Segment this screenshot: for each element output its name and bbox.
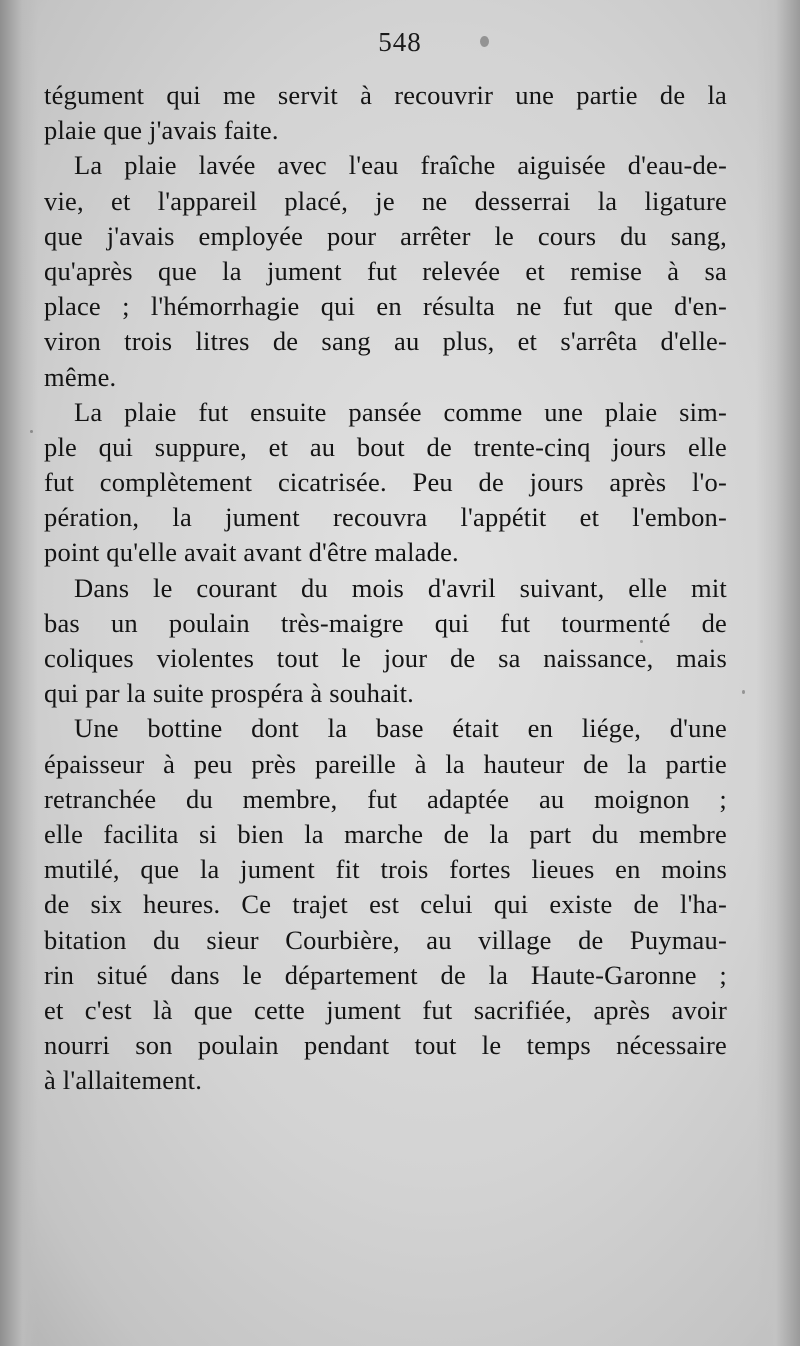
page-shadow-left: [0, 0, 38, 1346]
text-line: La plaie lavée avec l'eau fraîche aiguisée d'eau-de-: [74, 150, 727, 181]
text-line: rin situé dans le département de la Haute-Garonne ;: [44, 959, 727, 990]
text-line: point qu'elle avait avant d'être malade.: [44, 537, 459, 568]
text-line: bitation du sieur Courbière, au village de Puymau-: [44, 924, 727, 955]
text-line: mutilé, que la jument fit trois fortes lieues en moins: [44, 854, 727, 885]
page-body: [44, 78, 727, 1098]
text-line: ple qui suppure, et au bout de trente-cinq jours elle: [44, 431, 727, 462]
text-line: Une bottine dont la base était en liége, d'une: [74, 713, 727, 744]
text-line: de six heures. Ce trajet est celui qui existe de l'ha-: [44, 889, 727, 920]
ink-speck: [742, 690, 745, 694]
text-line: elle facilita si bien la marche de la part du membre: [44, 818, 727, 849]
text-line: et c'est là que cette jument fut sacrifiée, après avoir: [44, 994, 727, 1025]
text-line: place ; l'hémorrhagie qui en résulta ne fut que d'en-: [44, 291, 727, 322]
ink-speck: [30, 430, 33, 433]
text-line: vie, et l'appareil placé, je ne desserrai la ligature: [44, 185, 727, 216]
page-shadow-right: [756, 0, 800, 1346]
text-line: fut complètement cicatrisée. Peu de jours après l'o-: [44, 467, 727, 498]
text-line: que j'avais employée pour arrêter le cours du sang,: [44, 220, 727, 251]
text-line: retranchée du membre, fut adaptée au moignon ;: [44, 783, 727, 814]
text-line: coliques violentes tout le jour de sa naissance, mais: [44, 643, 727, 673]
text-line: nourri son poulain pendant tout le temps nécessaire: [44, 1030, 727, 1061]
page-number: 548: [378, 27, 422, 57]
text-line: épaisseur à peu près pareille à la hauteur de la partie: [44, 748, 727, 779]
text-line: viron trois litres de sang au plus, et s'arrêta d'elle-: [44, 326, 727, 357]
text-line: Dans le courant du mois d'avril suivant, elle mit: [74, 572, 727, 603]
text-line: même.: [44, 361, 117, 392]
text-line: qui par la suite prospéra à souhait.: [44, 678, 414, 709]
text-line: à l'allaitement.: [44, 1065, 203, 1096]
text-line: pération, la jument recouvra l'appétit et l'embon-: [44, 502, 727, 533]
text-line: plaie que j'avais faite.: [44, 115, 279, 146]
text-line: La plaie fut ensuite pansée comme une plaie sim-: [74, 396, 727, 427]
text-line: bas un poulain très-maigre qui fut tourmenté de: [44, 607, 727, 638]
text-line: tégument qui me servit à recouvrir une partie de la: [44, 80, 727, 110]
text-line: qu'après que la jument fut relevée et remise à sa: [44, 255, 727, 286]
show-through-text: [60, 1115, 740, 1253]
